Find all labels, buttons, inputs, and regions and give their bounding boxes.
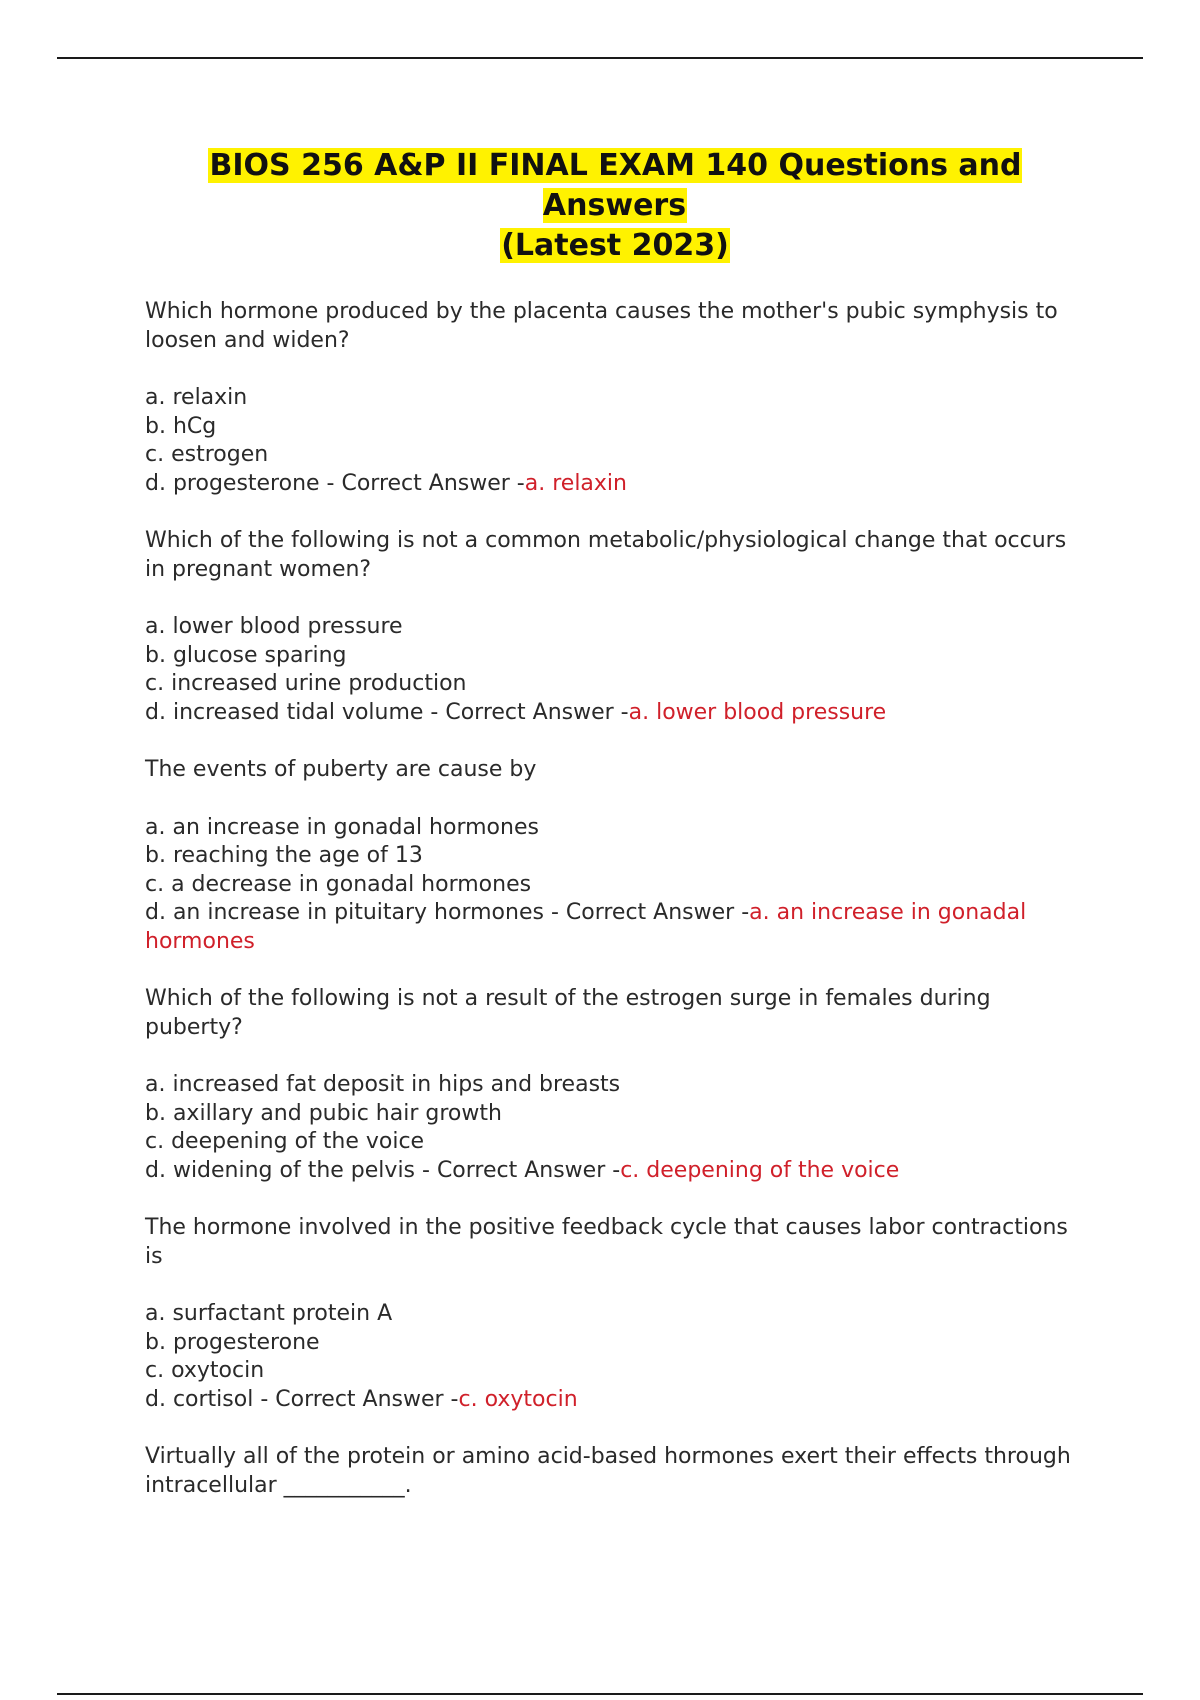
option-d-line — [145, 899, 1085, 956]
option-c: c. a decrease in gonadal hormones — [145, 871, 532, 897]
option-a: a. increased fat deposit in hips and breasts — [145, 1072, 621, 1097]
option-a: a. relaxin — [145, 385, 248, 410]
option-d: d. widening of the pelvis - Correct Answer - — [145, 1157, 621, 1183]
question-stem: The hormone involved in the positive feedback cycle that causes labor contractions is — [145, 1215, 1068, 1269]
option-b: b. hCg — [145, 413, 217, 439]
bottom-rule — [57, 1693, 1143, 1695]
option-a: a. surfactant protein A — [145, 1301, 393, 1326]
correct-answer: a. relaxin — [524, 470, 627, 496]
option-d-line — [145, 699, 1085, 728]
option-c: c. oxytocin — [145, 1358, 265, 1383]
question-1 — [145, 298, 1085, 498]
option-a: a. an increase in gonadal hormones — [145, 814, 539, 840]
option-b: b. glucose sparing — [145, 642, 347, 668]
page-title — [145, 146, 1085, 266]
option-c: c. increased urine production — [145, 671, 467, 696]
option-d-line — [145, 1157, 1085, 1186]
correct-answer: c. oxytocin — [458, 1386, 578, 1412]
question-4 — [145, 985, 1085, 1185]
option-b: b. progesterone — [145, 1329, 320, 1355]
question-stem: Virtually all of the protein or amino acid-based hormones exert their effects through intracellular ___________. — [145, 1444, 1071, 1498]
option-a: a. lower blood pressure — [145, 614, 403, 639]
option-c: c. estrogen — [145, 442, 269, 467]
question-stem: Which hormone produced by the placenta causes the mother's pubic symphysis to loosen and widen? — [145, 299, 1058, 353]
title-line-2: (Latest 2023) — [501, 228, 729, 263]
option-d: d. increased tidal volume - Correct Answer - — [145, 699, 629, 725]
option-d-line — [145, 470, 1085, 499]
top-rule — [57, 57, 1143, 59]
option-c: c. deepening of the voice — [145, 1129, 425, 1154]
option-b: b. reaching the age of 13 — [145, 843, 423, 868]
question-5 — [145, 1214, 1085, 1414]
question-3 — [145, 756, 1085, 956]
title-line-1: BIOS 256 A&P II FINAL EXAM 140 Questions and Answers — [209, 148, 1022, 223]
option-b: b. axillary and pubic hair growth — [145, 1100, 502, 1126]
question-6 — [145, 1443, 1085, 1500]
correct-answer: c. deepening of the voice — [620, 1157, 900, 1183]
option-d-line — [145, 1386, 1085, 1415]
document-body — [145, 146, 1085, 1529]
question-stem: Which of the following is not a result of the estrogen surge in females during puberty? — [145, 986, 991, 1040]
question-stem: Which of the following is not a common metabolic/physiological change that occurs in pregnant women? — [145, 528, 1067, 582]
question-2 — [145, 527, 1085, 727]
option-d: d. an increase in pituitary hormones - Correct Answer - — [145, 900, 750, 925]
correct-answer: a. an increase in gonadal hormones — [145, 900, 1027, 954]
option-d: d. cortisol - Correct Answer - — [145, 1386, 459, 1412]
option-d: d. progesterone - Correct Answer - — [145, 470, 525, 496]
question-stem: The events of puberty are cause by — [145, 757, 537, 782]
correct-answer: a. lower blood pressure — [628, 699, 887, 725]
